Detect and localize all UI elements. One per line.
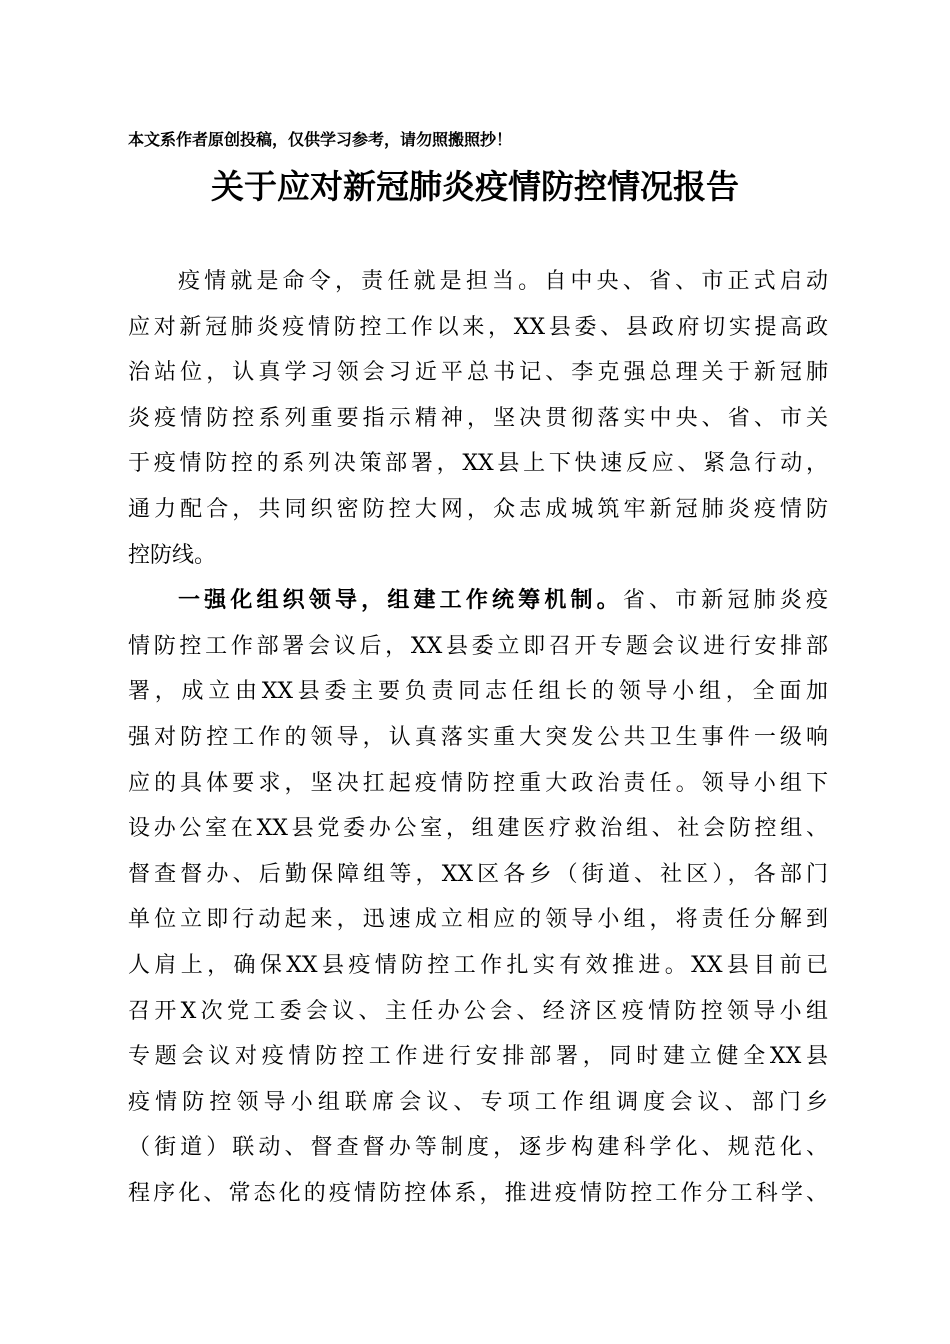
paragraph-2-line: 程序化、常态化的疫情防控体系，推进疫情防控工作分工科学、 xyxy=(128,1180,828,1206)
paragraph-1-line: 治站位，认真学习领会习近平总书记、李克强总理关于新冠肺 xyxy=(128,360,828,386)
paragraph-2-first-line-text: 省、市新冠肺炎疫 xyxy=(622,588,828,614)
paragraph-1-line: 于疫情防控的系列决策部署，XX县上下快速反应、紧急行动， xyxy=(128,451,828,477)
paragraph-1-line: 炎疫情防控系列重要指示精神，坚决贯彻落实中央、省、市关 xyxy=(128,405,828,431)
paragraph-2-heading: 一强化组织领导，组建工作统筹机制。 xyxy=(178,587,623,614)
paragraph-1-line: 应对新冠肺炎疫情防控工作以来，XX县委、县政府切实提高政 xyxy=(128,314,828,340)
paragraph-2-first-line xyxy=(128,578,828,624)
paragraph-2-line: 强对防控工作的领导，认真落实重大突发公共卫生事件一级响 xyxy=(128,724,828,750)
paragraph-2-line: 召开X次党工委会议、主任办公会、经济区疫情防控领导小组 xyxy=(128,998,828,1024)
paragraph-2-line: 情防控工作部署会议后，XX县委立即召开专题会议进行安排部 xyxy=(128,633,828,659)
copyright-notice: 本文系作者原创投稿，仅供学习参考，请勿照搬照抄！ xyxy=(128,130,513,149)
document-body xyxy=(128,259,828,1216)
paragraph-2-line: 设办公室在XX县党委办公室，组建医疗救治组、社会防控组、 xyxy=(128,816,828,842)
paragraph-1-line: 通力配合，共同织密防控大网，众志成城筑牢新冠肺炎疫情防 xyxy=(128,496,828,522)
paragraph-2-line: （街道）联动、督查督办等制度，逐步构建科学化、规范化、 xyxy=(128,1135,828,1161)
paragraph-1-line: 疫情就是命令，责任就是担当。自中央、省、市正式启动 xyxy=(178,269,828,294)
paragraph-2-line: 人肩上，确保XX县疫情防控工作扎实有效推进。XX县目前已 xyxy=(128,952,828,978)
paragraph-1-line: 控防线。 xyxy=(128,542,217,568)
paragraph-2-line: 单位立即行动起来，迅速成立相应的领导小组，将责任分解到 xyxy=(128,907,828,933)
paragraph-2-line: 署，成立由XX县委主要负责同志任组长的领导小组，全面加 xyxy=(128,679,828,705)
document-title: 关于应对新冠肺炎疫情防控情况报告 xyxy=(211,167,739,206)
paragraph-2-line: 专题会议对疫情防控工作进行安排部署，同时建立健全XX县 xyxy=(128,1044,828,1070)
paragraph-2-line: 应的具体要求，坚决扛起疫情防控重大政治责任。领导小组下 xyxy=(128,770,828,796)
paragraph-2-line: 疫情防控领导小组联席会议、专项工作组调度会议、部门乡 xyxy=(128,1089,828,1115)
paragraph-2-line: 督查督办、后勤保障组等，XX区各乡（街道、社区），各部门 xyxy=(128,861,828,887)
